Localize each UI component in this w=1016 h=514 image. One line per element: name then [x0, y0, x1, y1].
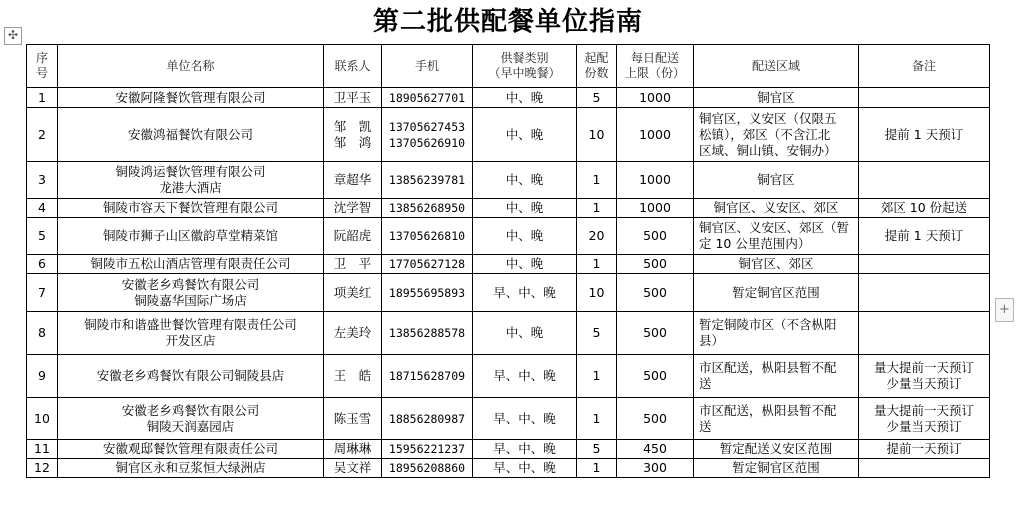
cell-text-line: 区域、铜山镇、安铜办）	[699, 142, 837, 158]
cell-no: 7	[27, 274, 58, 312]
cell-text-line: 18956208860	[388, 461, 466, 475]
header-notes	[859, 45, 990, 88]
cell-meal-type: 中、晚	[473, 312, 577, 355]
cell-text-line: 邹 鸿	[333, 134, 372, 150]
cell-notes	[859, 88, 990, 108]
table-move-handle-icon[interactable]: ✣	[4, 27, 22, 45]
cell-text-line: 15956221237	[388, 442, 466, 456]
cell-phone	[382, 88, 473, 108]
cell-text-line: 定 10 公里范围内）	[699, 236, 811, 251]
cell-text-line: 18955695893	[388, 285, 466, 300]
cell-delivery-area	[694, 218, 859, 255]
cell-daily-cap: 300	[617, 459, 694, 478]
cell-daily-cap: 500	[617, 274, 694, 312]
cell-delivery-area	[694, 398, 859, 440]
cell-min-portions: 1	[577, 459, 617, 478]
cell-notes	[859, 312, 990, 355]
table-row	[27, 108, 990, 162]
cell-min-portions: 10	[577, 108, 617, 162]
header-text-line: 上限（份）	[624, 66, 685, 80]
cell-text-line: 铜官区	[757, 89, 795, 105]
cell-delivery-area	[694, 162, 859, 199]
cell-min-portions: 1	[577, 398, 617, 440]
cell-delivery-area	[694, 440, 859, 459]
cell-text-line: 沈学智	[333, 200, 372, 215]
table-row	[27, 398, 990, 440]
cell-notes	[859, 274, 990, 312]
cell-phone	[382, 274, 473, 312]
cell-notes	[859, 218, 990, 255]
header-no	[27, 45, 58, 88]
cell-delivery-area	[694, 108, 859, 162]
cell-text-line: 18905627701	[388, 90, 466, 105]
cell-text-line: 提前 1 天预订	[884, 228, 964, 243]
cell-unit-name	[58, 440, 324, 459]
cell-daily-cap: 500	[617, 218, 694, 255]
cell-delivery-area	[694, 459, 859, 478]
cell-text-line: 铜陵嘉华国际广场店	[134, 292, 247, 308]
cell-min-portions: 5	[577, 440, 617, 459]
cell-no: 11	[27, 440, 58, 459]
cell-contact	[324, 312, 382, 355]
cell-text-line: 龙港大酒店	[159, 180, 222, 195]
header-text-line: 备注	[911, 58, 936, 73]
cell-unit-name	[58, 199, 324, 218]
cell-text-line: 送	[699, 418, 712, 434]
table-row	[27, 88, 990, 108]
cell-text-line: 17705627128	[388, 257, 466, 271]
cell-text-line: 安徽阿隆餐饮管理有限公司	[115, 89, 266, 105]
cell-min-portions: 1	[577, 162, 617, 199]
cell-text-line: 县）	[699, 333, 725, 348]
cell-text-line: 13856268950	[388, 201, 466, 215]
cell-no: 9	[27, 355, 58, 398]
cell-text-line: 送	[699, 376, 712, 391]
cell-unit-name	[58, 312, 324, 355]
cell-phone	[382, 312, 473, 355]
cell-contact	[324, 440, 382, 459]
cell-unit-name	[58, 398, 324, 440]
cell-phone	[382, 398, 473, 440]
cell-notes	[859, 440, 990, 459]
cell-daily-cap: 500	[617, 255, 694, 274]
cell-text-line: 左美玲	[333, 325, 372, 340]
cell-no: 12	[27, 459, 58, 478]
table-row	[27, 440, 990, 459]
cell-contact	[324, 218, 382, 255]
cell-text-line: 吴文祥	[333, 460, 372, 475]
header-text-line: （早中晚餐）	[488, 66, 561, 80]
cell-meal-type: 早、中、晚	[473, 398, 577, 440]
cell-no: 2	[27, 108, 58, 162]
cell-text-line: 卫 平	[333, 256, 372, 271]
cell-daily-cap: 500	[617, 398, 694, 440]
cell-text-line: 市区配送，枞阳县暂不配	[699, 360, 837, 375]
header-delivery-area	[694, 45, 859, 88]
cell-phone	[382, 440, 473, 459]
cell-notes	[859, 162, 990, 199]
cell-contact	[324, 255, 382, 274]
cell-text-line: 阮韶虎	[333, 228, 372, 243]
cell-text-line: 邹 凯	[333, 118, 372, 134]
cell-text-line: 开发区店	[165, 333, 216, 348]
cell-text-line: 提前一天预订	[886, 441, 962, 456]
cell-daily-cap: 450	[617, 440, 694, 459]
cell-text-line: 周琳琳	[333, 441, 372, 456]
cell-text-line: 铜官区、郊区	[738, 256, 814, 271]
table-row	[27, 312, 990, 355]
add-column-icon[interactable]: +	[995, 298, 1014, 322]
cell-unit-name	[58, 88, 324, 108]
cell-notes	[859, 459, 990, 478]
cell-phone	[382, 199, 473, 218]
cell-meal-type: 早、中、晚	[473, 355, 577, 398]
header-text-line: 联系人	[334, 58, 371, 73]
cell-text-line: 13705626910	[388, 135, 466, 150]
header-unit-name	[58, 45, 324, 88]
cell-meal-type: 中、晚	[473, 88, 577, 108]
cell-delivery-area	[694, 355, 859, 398]
cell-delivery-area	[694, 255, 859, 274]
cell-meal-type: 早、中、晚	[473, 274, 577, 312]
cell-meal-type: 中、晚	[473, 108, 577, 162]
cell-unit-name	[58, 162, 324, 199]
cell-text-line: 铜官区、义安区、郊区（暂	[699, 220, 850, 235]
cell-meal-type: 中、晚	[473, 162, 577, 199]
cell-text-line: 少量当天预订	[886, 418, 962, 434]
header-text-line: 每日配送	[630, 51, 679, 65]
header-text-line: 份数	[584, 66, 609, 80]
cell-no: 1	[27, 88, 58, 108]
table-row	[27, 162, 990, 199]
table-row	[27, 459, 990, 478]
cell-delivery-area	[694, 274, 859, 312]
cell-text-line: 铜陵天润嘉园店	[146, 418, 235, 434]
cell-no: 8	[27, 312, 58, 355]
cell-phone	[382, 218, 473, 255]
cell-unit-name	[58, 255, 324, 274]
cell-text-line: 提前 1 天预订	[884, 126, 964, 142]
cell-text-line: 市区配送，枞阳县暂不配	[699, 402, 837, 418]
cell-text-line: 王 皓	[333, 368, 372, 383]
header-text-line: 单位名称	[166, 58, 215, 73]
cell-contact	[324, 459, 382, 478]
header-text-line: 配送区域	[751, 58, 800, 73]
document-title: 第二批供配餐单位指南	[372, 7, 643, 37]
cell-text-line: 铜陵市和谐盛世餐饮管理有限责任公司	[84, 317, 297, 332]
cell-text-line: 安徽鸿福餐饮有限公司	[127, 126, 253, 142]
cell-text-line: 安徽老乡鸡餐饮有限公司	[121, 402, 260, 418]
cell-phone	[382, 255, 473, 274]
cell-text-line: 陈玉雪	[333, 410, 372, 426]
cell-text-line: 13705626810	[388, 229, 466, 243]
cell-min-portions: 5	[577, 312, 617, 355]
header-text-line: 供餐类别	[500, 51, 549, 65]
header-text-line: 序	[35, 51, 48, 65]
cell-unit-name	[58, 355, 324, 398]
cell-daily-cap: 1000	[617, 108, 694, 162]
cell-meal-type: 中、晚	[473, 199, 577, 218]
cell-text-line: 安徽观邸餐饮管理有限责任公司	[102, 441, 278, 456]
cell-meal-type: 早、中、晚	[473, 440, 577, 459]
cell-no: 5	[27, 218, 58, 255]
cell-text-line: 暂定铜陵市区（不含枞阳	[699, 317, 837, 332]
cell-text-line: 铜陵市容天下餐饮管理有限公司	[102, 200, 278, 215]
cell-contact	[324, 355, 382, 398]
cell-text-line: 量大提前一天预订	[873, 402, 974, 418]
table-row	[27, 255, 990, 274]
header-min-portions	[577, 45, 617, 88]
cell-text-line: 13705627453	[388, 119, 466, 134]
cell-meal-type: 早、中、晚	[473, 459, 577, 478]
cell-unit-name	[58, 218, 324, 255]
cell-contact	[324, 274, 382, 312]
cell-text-line: 郊区 10 份起送	[880, 200, 968, 215]
cell-notes	[859, 355, 990, 398]
cell-daily-cap: 1000	[617, 199, 694, 218]
cell-no: 3	[27, 162, 58, 199]
cell-text-line: 项美红	[333, 284, 372, 300]
cell-text-line: 铜官区、义安区、郊区	[713, 200, 839, 215]
cell-text-line: 18856280987	[388, 411, 466, 426]
cell-contact	[324, 162, 382, 199]
header-daily-cap	[617, 45, 694, 88]
table-row	[27, 218, 990, 255]
table-header-row	[27, 45, 990, 88]
cell-notes	[859, 255, 990, 274]
table-row	[27, 199, 990, 218]
cell-daily-cap: 1000	[617, 162, 694, 199]
header-text-line: 起配	[584, 51, 609, 65]
cell-unit-name	[58, 459, 324, 478]
cell-text-line: 13856239781	[388, 173, 466, 187]
cell-unit-name	[58, 108, 324, 162]
cell-phone	[382, 108, 473, 162]
cell-text-line: 铜陵市狮子山区徽韵草堂精菜馆	[102, 228, 278, 243]
cell-no: 6	[27, 255, 58, 274]
cell-contact	[324, 398, 382, 440]
cell-text-line: 18715628709	[388, 369, 466, 383]
cell-text-line: 铜官区	[757, 172, 795, 187]
cell-unit-name	[58, 274, 324, 312]
cell-meal-type: 中、晚	[473, 255, 577, 274]
cell-notes	[859, 199, 990, 218]
cell-phone	[382, 459, 473, 478]
cell-meal-type: 中、晚	[473, 218, 577, 255]
header-meal-type	[473, 45, 577, 88]
cell-min-portions: 1	[577, 355, 617, 398]
cell-phone	[382, 355, 473, 398]
cell-text-line: 铜陵市五松山酒店管理有限责任公司	[90, 256, 291, 271]
table-row	[27, 355, 990, 398]
cell-daily-cap: 500	[617, 355, 694, 398]
cell-text-line: 少量当天预订	[886, 376, 962, 391]
cell-daily-cap: 500	[617, 312, 694, 355]
cell-min-portions: 20	[577, 218, 617, 255]
cell-text-line: 卫平玉	[333, 89, 372, 105]
cell-no: 4	[27, 199, 58, 218]
table-row	[27, 274, 990, 312]
cell-text-line: 暂定铜官区范围	[732, 460, 820, 475]
cell-contact	[324, 88, 382, 108]
cell-phone	[382, 162, 473, 199]
header-contact	[324, 45, 382, 88]
header-text-line: 号	[35, 66, 48, 80]
cell-text-line: 松镇），郊区（不含江北	[699, 126, 831, 142]
cell-text-line: 暂定配送义安区范围	[719, 441, 833, 456]
cell-text-line: 安徽老乡鸡餐饮有限公司	[121, 276, 260, 292]
cell-delivery-area	[694, 199, 859, 218]
cell-contact	[324, 108, 382, 162]
cell-daily-cap: 1000	[617, 88, 694, 108]
cell-delivery-area	[694, 312, 859, 355]
cell-min-portions: 1	[577, 255, 617, 274]
cell-no: 10	[27, 398, 58, 440]
cell-delivery-area	[694, 88, 859, 108]
cell-text-line: 铜官区，义安区（仅限五	[699, 110, 837, 126]
cell-text-line: 暂定铜官区范围	[732, 284, 820, 300]
cell-notes	[859, 398, 990, 440]
supplier-table	[26, 44, 990, 478]
cell-text-line: 铜陵鸿运餐饮管理有限公司	[115, 164, 266, 179]
cell-text-line: 章超华	[333, 172, 372, 187]
cell-text-line: 铜官区永和豆浆恒大绿洲店	[115, 460, 266, 475]
cell-text-line: 安徽老乡鸡餐饮有限公司铜陵县店	[96, 368, 285, 383]
cell-min-portions: 10	[577, 274, 617, 312]
cell-contact	[324, 199, 382, 218]
header-text-line: 手机	[414, 58, 439, 73]
header-phone	[382, 45, 473, 88]
cell-text-line: 量大提前一天预订	[873, 360, 974, 375]
cell-text-line: 13856288578	[388, 326, 466, 340]
cell-min-portions: 5	[577, 88, 617, 108]
cell-min-portions: 1	[577, 199, 617, 218]
cell-notes	[859, 108, 990, 162]
